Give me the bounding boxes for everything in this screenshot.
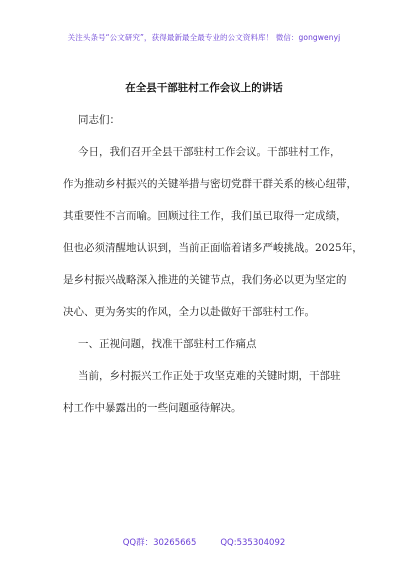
section-heading xyxy=(63,328,353,360)
salutation: 同志们： xyxy=(78,114,120,126)
footer-contact xyxy=(0,536,408,548)
paragraph-line: 决心、更为务实的作风，全力以赴做好干部驻村工作。 xyxy=(63,306,315,318)
paragraph-line: 当前，乡村振兴工作正处于攻坚克难的关键时期，干部驻 xyxy=(78,370,341,382)
header-note: 关注头条号“公文研究”，获得最新最全最专业的公文资料库！ 微信：gongwenyj xyxy=(67,33,341,42)
footer-qq: QQ:535304092 xyxy=(220,538,286,548)
paragraph-intro xyxy=(63,136,363,328)
paragraph-line: 是乡村振兴战略深入推进的关键节点，我们务必以更为坚定的 xyxy=(63,274,347,286)
paragraph-line: 作为推动乡村振兴的关键举措与密切党群干群关系的核心纽带， xyxy=(63,178,357,190)
section-heading-text: 一、正视问题，找准干部驻村工作痛点 xyxy=(78,338,257,350)
document-title: 在全县干部驻村工作会议上的讲话 xyxy=(125,82,283,94)
document-body xyxy=(63,104,363,424)
paragraph-line: 村工作中暴露出的一些问题亟待解决。 xyxy=(63,402,242,414)
paragraph-line: 但也必须清醒地认识到，当前正面临着诸多严峻挑战。2025年， xyxy=(63,242,363,254)
paragraph-line: 其重要性不言而喻。回顾过往工作，我们虽已取得一定成绩， xyxy=(63,210,347,222)
paragraph-section-1 xyxy=(63,360,353,424)
footer-qq-group: QQ群：30265665 xyxy=(122,538,197,548)
paragraph-line: 今日，我们召开全县干部驻村工作会议。干部驻村工作， xyxy=(78,146,341,158)
